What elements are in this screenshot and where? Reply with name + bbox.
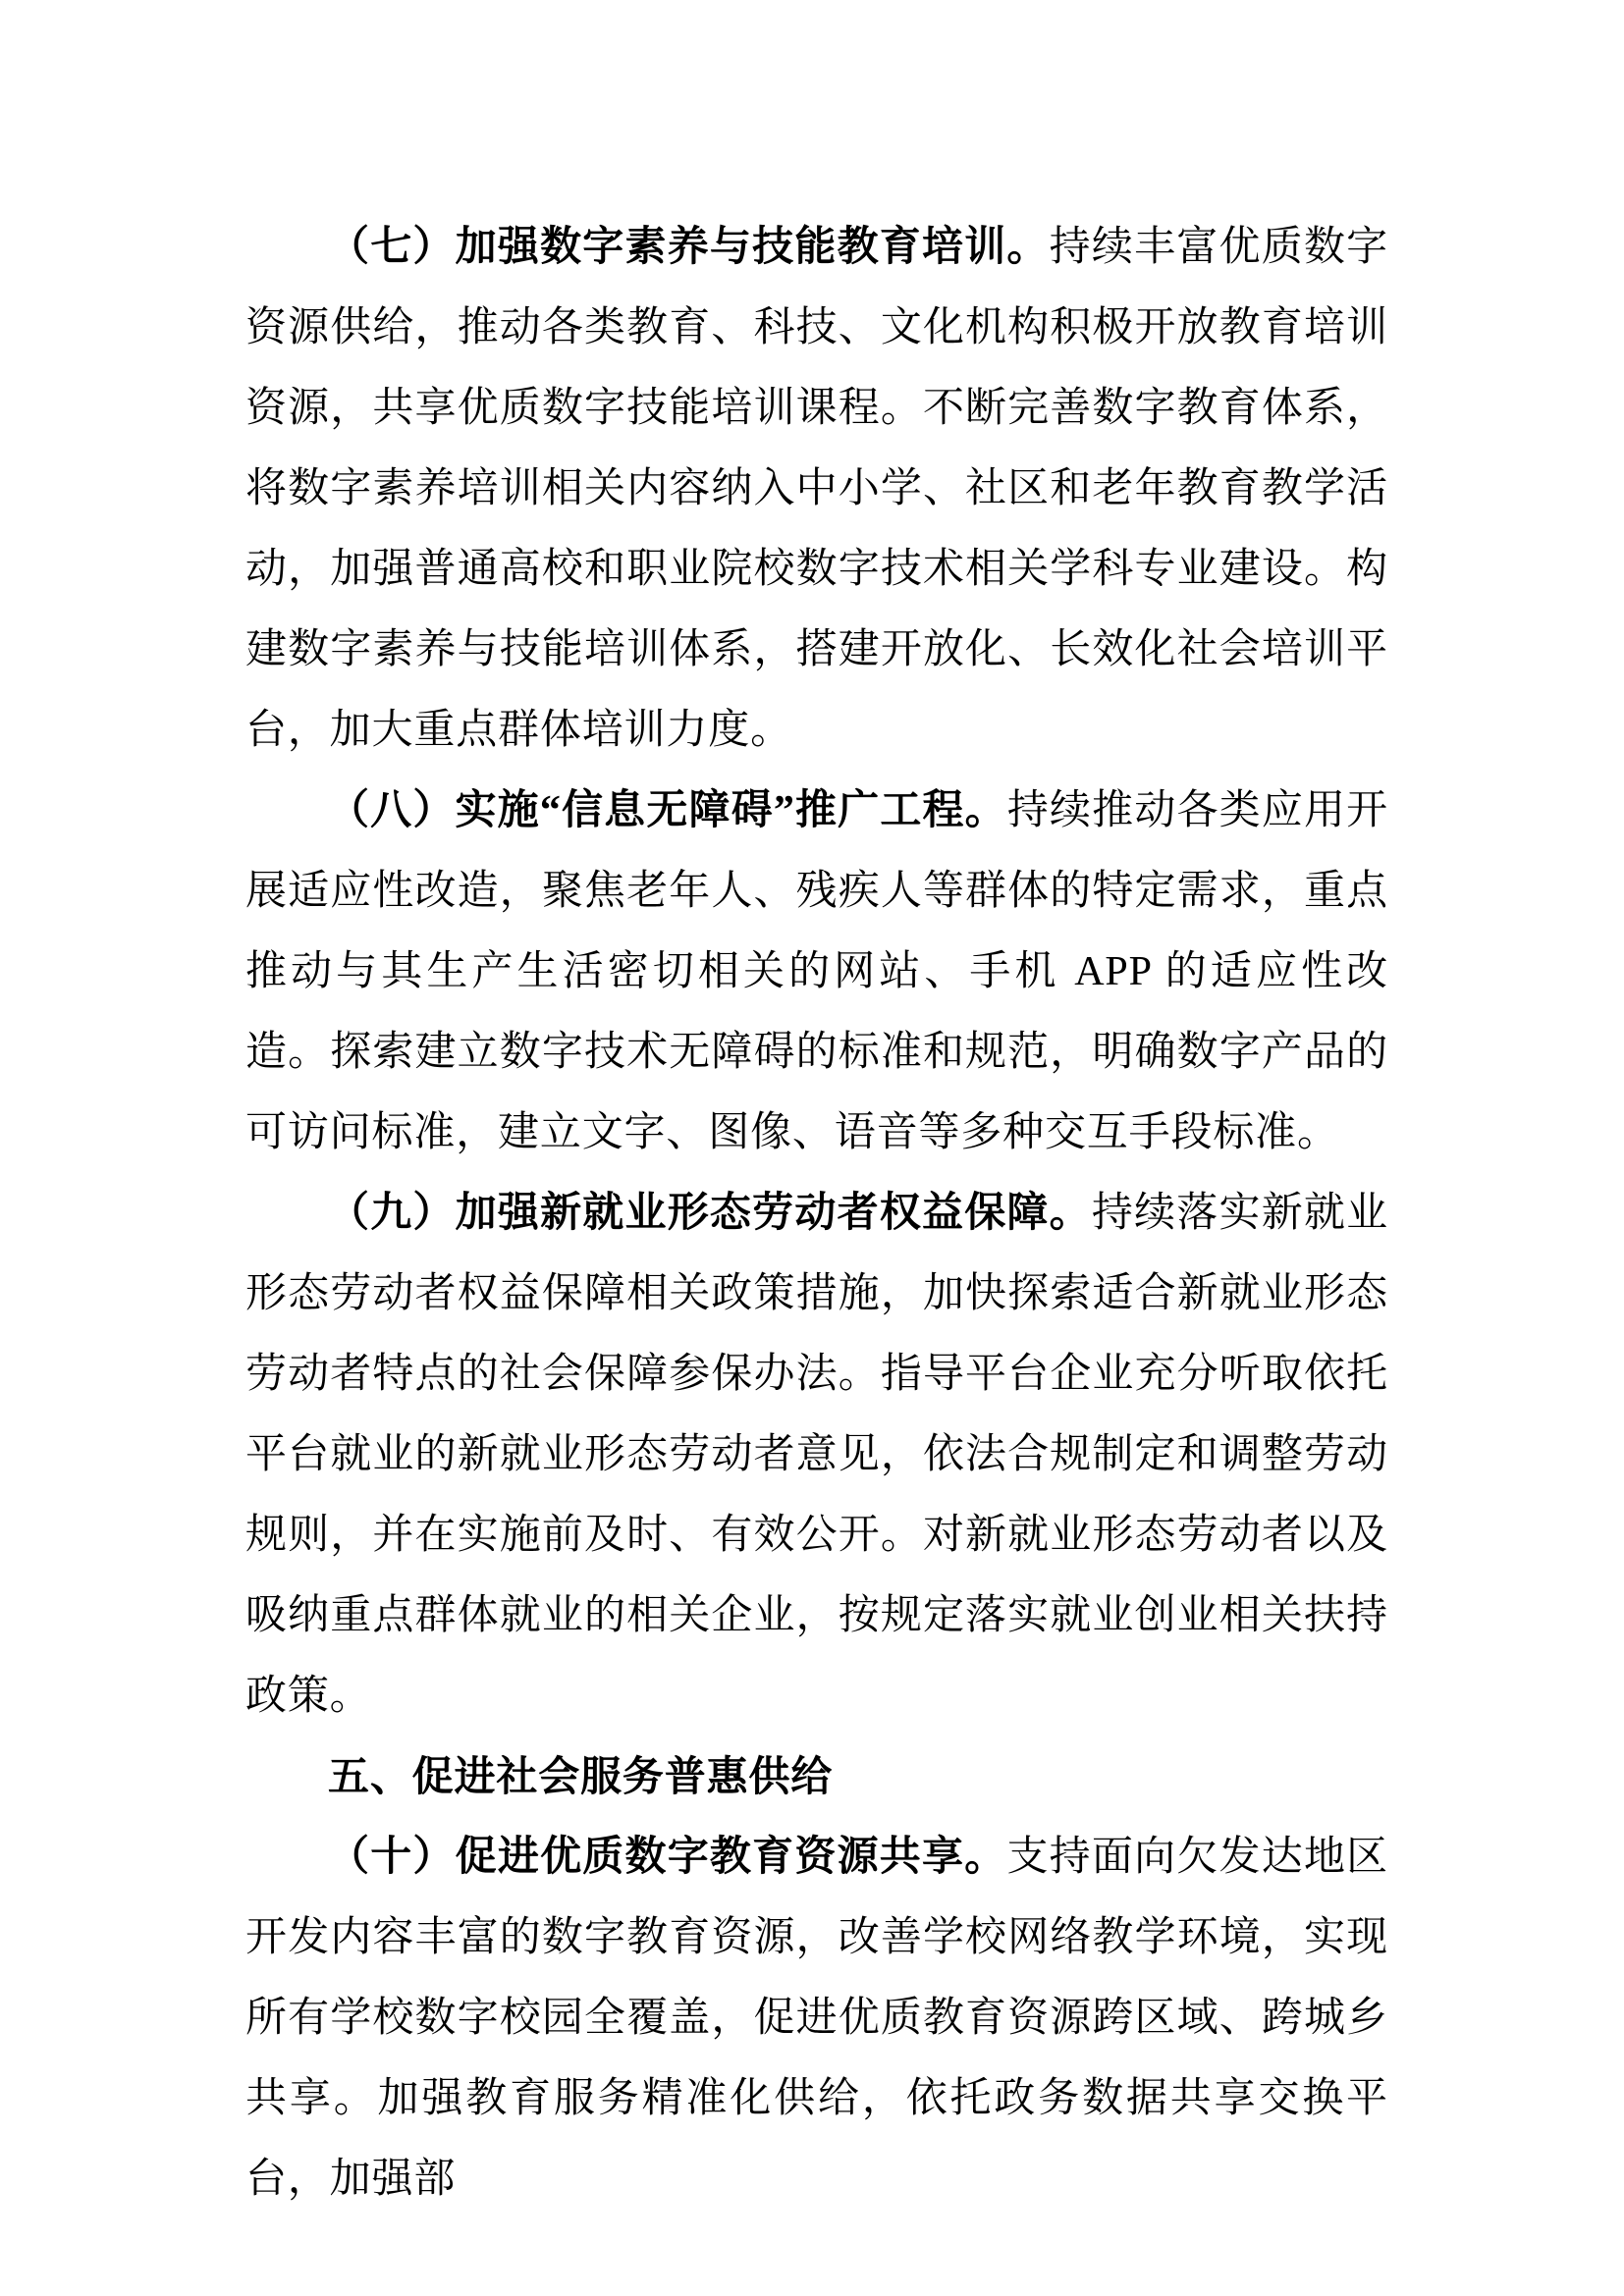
paragraph-10-lead: （十）促进优质数字教育资源共享。 (328, 1835, 1007, 1880)
paragraph-item-10 (245, 1817, 1388, 2219)
paragraph-item-8 (245, 771, 1388, 1173)
paragraph-7-body: 持续丰富优质数字资源供给，推动各类教育、科技、文化机构积极开放教育培训资源，共享优质数字技能培训课程。不断完善数字教育体系，将数字素养培训相关内容纳入中小学、社区和老年教育教学活动，加强普通高校和职业院校数字技术相关学科专业建设。构建数字素养与技能培训体系，搭建开放化、长效化社会培训平台，加大重点群体培训力度。 (245, 225, 1388, 753)
document-body (245, 207, 1388, 2219)
paragraph-item-9 (245, 1173, 1388, 1736)
paragraph-9-body: 持续落实新就业形态劳动者权益保障相关政策措施，加快探索适合新就业形态劳动者特点的社会保障参保办法。指导平台企业充分听取依托平台就业的新就业形态劳动者意见，依法合规制定和调整劳动规则，并在实施前及时、有效公开。对新就业形态劳动者以及吸纳重点群体就业的相关企业，按规定落实就业创业相关扶持政策。 (245, 1191, 1388, 1719)
paragraph-item-7 (245, 207, 1388, 771)
paragraph-8-lead: （八）实施“信息无障碍”推广工程。 (328, 788, 1007, 833)
paragraph-10-body: 支持面向欠发达地区开发内容丰富的数字教育资源，改善学校网络教学环境，实现所有学校数字校园全覆盖，促进优质教育资源跨区域、跨城乡共享。加强教育服务精准化供给，依托政务数据共享交换平台，加强部 (245, 1835, 1388, 2202)
section-heading-5: 五、促进社会服务普惠供给 (328, 1753, 834, 1799)
paragraph-7-lead: （七）加强数字素养与技能教育培训。 (328, 225, 1050, 270)
paragraph-8-body: 持续推动各类应用开展适应性改造，聚焦老年人、残疾人等群体的特定需求，重点推动与其生产生活密切相关的网站、手机 APP 的适应性改造。探索建立数字技术无障碍的标准和规范，明确数字产品的可访问标准，建立文字、图像、语音等多种交互手段标准。 (245, 788, 1388, 1155)
paragraph-9-lead: （九）加强新就业形态劳动者权益保障。 (328, 1191, 1092, 1236)
